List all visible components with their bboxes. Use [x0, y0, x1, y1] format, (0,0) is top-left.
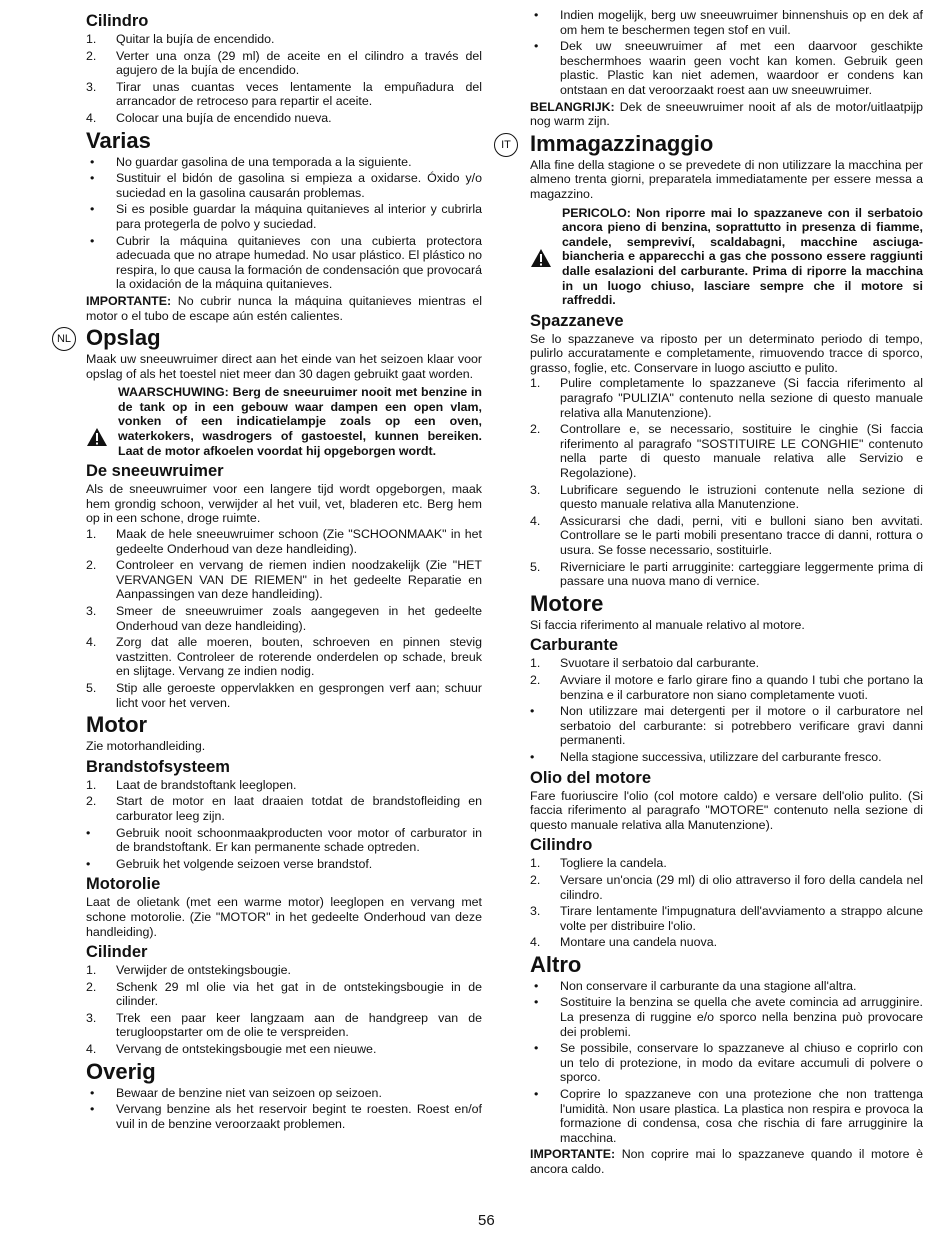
- opslag-heading: [56, 325, 482, 351]
- list-item: [530, 979, 923, 994]
- section-title-motor-nl: Motor: [86, 712, 148, 738]
- varias-important: IMPORTANTE: No cubrir nunca la máquina quitanieves mientras el motor o el tubo de escape aún estén calientes.: [86, 293, 482, 323]
- list-item-text: Togliere la candela.: [560, 856, 667, 871]
- list-marker: •: [90, 202, 95, 217]
- sneeuwruimer-list: [86, 527, 482, 710]
- list-item: [86, 1011, 482, 1040]
- list-item: [530, 39, 923, 97]
- list-item: [86, 527, 482, 556]
- cilindro-es-list: [86, 32, 482, 126]
- section-title-opslag: Opslag: [86, 325, 161, 351]
- opslag-warning-text: WAARSCHUWING: Berg de sneeuruimer nooit met benzine in de tank op in een gebouw waar dampen een open vlam, vonken of een indicatielampje zoals op een oven, waterkokers, wasdrogers of gastoestel, kunnen bereiken. Laat de motor afkoelen voordat hij opgeborgen wordt.: [118, 385, 482, 458]
- section-title-brandstof: Brandstofsysteem: [86, 757, 230, 776]
- list-item-text: Lubrificare seguendo le istruzioni contenute nella sezione di questo manuale relativa alla Manutenzione.: [560, 482, 923, 512]
- list-item-text: Coprire lo spazzaneve con una protezione che non trattenga l'umidità. Non usare plastica. La plastica non respira e provoca la formazione di condensa, cosa che rischia di fare arrugginire la macchina.: [560, 1087, 923, 1145]
- list-item-text: Zorg dat alle moeren, bouten, schroeven en pinnen stevig vastzitten. Controleer de roterende onderdelen op schade, breuk en slijtage. Vervang ze indien nodig.: [116, 635, 482, 679]
- cilinder-list: [86, 963, 482, 1057]
- list-item-text: Avviare il motore e farlo girare fino a quando I tubi che portano la benzina e il carburatore non siano completamente vuoti.: [560, 672, 923, 702]
- list-item: [530, 656, 923, 671]
- spazzaneve-intro: Se lo spazzaneve va riposto per un determinato periodo di tempo, pulirlo accuratamente e completamente, rimuovendo tracce di sporco, grasso, foglie, etc. Conservare in luogo asciutto e pulito.: [530, 331, 923, 375]
- list-marker: •: [530, 704, 535, 719]
- list-item: [530, 560, 923, 589]
- list-item-text: Gebruik het volgende seizoen verse brandstof.: [116, 856, 373, 871]
- altro-important: IMPORTANTE: Non coprire mai lo spazzaneve quando il motore è ancora caldo.: [530, 1147, 923, 1176]
- section-title-cilinder: Cilinder: [86, 943, 148, 962]
- nl-language-badge: NL: [52, 327, 76, 351]
- section-title-carburante: Carburante: [530, 636, 619, 655]
- list-item: [86, 32, 482, 47]
- list-marker: 3.: [530, 904, 541, 919]
- opslag-intro: Maak uw sneeuwruimer direct aan het einde van het seizoen klaar voor opslag of als het toestel niet meer dan 30 dagen gebruikt gaat worden.: [86, 352, 482, 381]
- section-title-varias: Varias: [86, 127, 151, 153]
- list-marker: •: [534, 978, 539, 993]
- list-marker: 2.: [86, 794, 97, 809]
- list-item-text: Tirare lentamente l'impugnatura dell'avviamento a strappo alcune volte per distribuire l'olio.: [560, 904, 923, 933]
- immagazzinaggio-heading: [501, 130, 923, 156]
- list-item-text: Se possibile, conservare lo spazzaneve al chiuso e coprirlo con un telo di protezione, in modo da evitare accumuli di polvere o sporco.: [560, 1041, 923, 1085]
- list-item: [86, 1102, 482, 1131]
- list-item-text: Gebruik nooit schoonmaakproducten voor motor of carburator in de brandstoftank. Er kan permanente schade optreden.: [116, 825, 482, 855]
- list-item: [86, 794, 482, 823]
- list-marker: •: [90, 154, 95, 169]
- list-item: [530, 935, 923, 950]
- list-item-text: Pulire completamente lo spazzaneve (Si faccia riferimento al paragrafo "PULIZIA" contenuto nella sezione di questo manuale relativa alla Manutenzione).: [560, 376, 923, 420]
- list-item-text: Vervang de ontstekingsbougie met een nieuwe.: [116, 1042, 377, 1057]
- list-item: [86, 826, 482, 855]
- list-marker: •: [534, 1041, 539, 1056]
- list-marker: 2.: [530, 872, 541, 887]
- list-marker: 4.: [530, 935, 541, 950]
- list-item: [530, 673, 923, 702]
- list-item: [86, 857, 482, 872]
- varias-list: [86, 155, 482, 292]
- list-item: [86, 778, 482, 793]
- list-marker: •: [534, 8, 539, 22]
- section-title-cilindro-it: Cilindro: [530, 836, 593, 855]
- list-marker: 3.: [86, 79, 97, 94]
- warning-triangle-icon: [86, 427, 108, 447]
- list-item-text: Non conservare il carburante da una stagione all'altra.: [560, 978, 857, 993]
- list-marker: •: [90, 171, 95, 186]
- list-item: [530, 750, 923, 765]
- list-marker: •: [534, 39, 539, 54]
- cilindro-it-list: [530, 856, 923, 950]
- list-marker: 1.: [530, 656, 541, 671]
- list-item: [530, 514, 923, 558]
- section-title-spazzaneve: Spazzaneve: [530, 311, 624, 330]
- immagazzinaggio-warning: [530, 206, 923, 308]
- list-marker: 1.: [86, 527, 97, 542]
- it-language-badge: IT: [494, 133, 518, 157]
- list-item: [530, 483, 923, 512]
- list-item-text: Controleer en vervang de riemen indien noodzakelijk (Zie "HET VERVANGEN VAN DE RIEMEN" in het gedeelte Reparatie en Aanpassingen van deze handleiding).: [116, 558, 482, 602]
- list-item-text: Bewaar de benzine niet van seizoen op seizoen.: [116, 1085, 382, 1100]
- motorolie-text: Laat de olietank (met een warme motor) leeglopen en vervang met schone motorolie. (Zie "MOTOR" in het gedeelte Onderhoud van deze handleiding).: [86, 895, 482, 939]
- list-marker: 4.: [86, 1042, 97, 1057]
- list-item-text: Dek uw sneeuwruimer af met een daarvoor geschikte beschermhoes waarin geen vocht kan komen. Gebruik geen plastic. Plastic kan niet ademen, waardoor er condens kan ontstaan en dat veroorzaakt roest aan uw sneeuwruimer.: [560, 39, 923, 97]
- list-item: [86, 1086, 482, 1101]
- overig-list: [86, 1086, 482, 1132]
- list-item: [530, 1041, 923, 1085]
- list-item: [530, 995, 923, 1039]
- list-item: [530, 856, 923, 871]
- list-item: [86, 558, 482, 602]
- list-marker: •: [90, 233, 95, 248]
- list-marker: 2.: [86, 558, 97, 573]
- list-marker: 2.: [86, 48, 97, 63]
- list-marker: 3.: [530, 482, 541, 497]
- section-title-sneeuwruimer: De sneeuwruimer: [86, 462, 224, 481]
- list-item-text: Schenk 29 ml olie via het gat in de ontstekingsbougie in de cilinder.: [116, 979, 482, 1009]
- right-column: [501, 8, 923, 1178]
- list-marker: 3.: [86, 1010, 97, 1025]
- section-title-overig: Overig: [86, 1058, 156, 1084]
- motor-nl-text: Zie motorhandleiding.: [86, 739, 206, 754]
- list-item: [86, 1042, 482, 1057]
- list-item-text: Tirar unas cuantas veces lentamente la empuñadura del arrancador de retroceso para repartir el aceite.: [116, 79, 482, 109]
- list-item-text: Trek een paar keer langzaam aan de handgreep van de terugloopstarter om de olie te verspreiden.: [116, 1010, 482, 1040]
- list-item: [530, 873, 923, 902]
- list-item-text: Smeer de sneeuwruimer zoals aangegeven in het gedeelte Onderhoud van deze handleiding).: [116, 604, 482, 633]
- spazzaneve-list: [530, 376, 923, 588]
- list-marker: 1.: [86, 963, 97, 978]
- list-item-text: Si es posible guardar la máquina quitanieves al interior y cubrirla para protegerla de polvo y suciedad.: [116, 202, 482, 231]
- motore-text: Si faccia riferimento al manuale relativo al motore.: [530, 617, 805, 632]
- list-item: [86, 963, 482, 978]
- list-item-text: No guardar gasolina de una temporada a la siguiente.: [116, 154, 412, 169]
- list-item-text: Maak de hele sneeuwruimer schoon (Zie "SCHOONMAAK" in het gedeelte Onderhoud van deze handleiding).: [116, 527, 482, 556]
- warning-triangle-icon: [530, 248, 552, 268]
- list-item: [86, 111, 482, 126]
- section-title-motore: Motore: [530, 590, 604, 616]
- list-item-text: Indien mogelijk, berg uw sneeuwruimer binnenshuis op en dek af om hem te beschermen tegen stof en vuil.: [560, 8, 923, 37]
- list-marker: 3.: [86, 604, 97, 618]
- opslag-warning: [86, 385, 482, 458]
- list-item: [530, 1087, 923, 1145]
- list-item: [86, 635, 482, 679]
- list-item-text: Sostituire la benzina se quella che avete comincia ad arrugginire. La presenza di ruggine e/o sporco nella benzina può provocare dei problemi.: [560, 995, 923, 1039]
- section-title-altro: Altro: [530, 951, 582, 977]
- section-title-immagazzinaggio: Immagazzinaggio: [530, 130, 714, 156]
- overig-cont-list: [530, 8, 923, 98]
- list-marker: 2.: [530, 422, 541, 437]
- list-item: [86, 171, 482, 200]
- list-item-text: Versare un'oncia (29 ml) di olio attraverso il foro della candela nel cilindro.: [560, 872, 923, 902]
- list-marker: •: [90, 1102, 95, 1117]
- list-marker: 5.: [530, 559, 541, 574]
- list-item: [530, 704, 923, 748]
- immagazzinaggio-intro: Alla fine della stagione o se prevedete di non utilizzare la macchina per almeno trenta giorni, preparatela immediatamente per essere messa a magazzino.: [530, 157, 923, 201]
- list-marker: 2.: [86, 979, 97, 994]
- sneeuwruimer-intro: Als de sneeuwruimer voor een langere tijd wordt opgeborgen, maak hem grondig schoon, verwijder al het vuil, vet, bladeren etc. Berg hem op in een schone, droge ruimte.: [86, 482, 482, 526]
- list-marker: 1.: [530, 856, 541, 871]
- page-number: 56: [478, 1212, 495, 1229]
- list-item: [86, 49, 482, 78]
- list-item: [86, 681, 482, 710]
- list-item-text: Laat de brandstoftank leeglopen.: [116, 777, 297, 792]
- list-item-text: Stip alle geroeste oppervlakken en gesprongen verf aan; schuur licht voor het verven.: [116, 680, 482, 710]
- carburante-list: [530, 656, 923, 764]
- list-item: [86, 604, 482, 633]
- list-item-text: Nella stagione successiva, utilizzare del carburante fresco.: [560, 749, 882, 764]
- list-item-text: Svuotare il serbatoio dal carburante.: [560, 656, 760, 671]
- list-item: [530, 376, 923, 420]
- list-marker: 4.: [86, 635, 97, 650]
- section-title-olio: Olio del motore: [530, 768, 652, 787]
- list-marker: •: [86, 856, 91, 871]
- list-marker: •: [530, 749, 535, 764]
- list-item-text: Controllare e, se necessario, sostituire le cinghie (Si faccia riferimento al paragrafo "SOSTITUIRE LE CONGHIE" contenuto nella parte di questo manuale relativa alle Servizio e Regolazione).: [560, 422, 923, 481]
- list-item: [86, 80, 482, 109]
- list-marker: •: [534, 995, 539, 1010]
- list-item-text: Start de motor en laat draaien totdat de brandstofleiding en carburator leeg zijn.: [116, 794, 482, 823]
- list-marker: •: [86, 825, 91, 840]
- brandstof-list: [86, 778, 482, 872]
- list-item: [86, 234, 482, 292]
- list-marker: •: [90, 1085, 95, 1100]
- list-marker: 1.: [86, 32, 97, 46]
- list-item-text: Colocar una bujía de encendido nueva.: [116, 110, 332, 125]
- altro-list: [530, 979, 923, 1146]
- list-item-text: Assicurarsi che dadi, perni, viti e bulloni siano ben avvitati. Controllare se le parti mobili presentano tracce di danni, rottura o usura. Se fosse necessario, sostituirle.: [560, 513, 923, 557]
- list-item-text: Riverniciare le parti arrugginite: carteggiare leggermente prima di passare una nuova mano di vernice.: [560, 559, 923, 589]
- list-marker: 4.: [86, 110, 97, 125]
- list-marker: •: [534, 1087, 539, 1102]
- section-title-cilindro-es: Cilindro: [86, 12, 149, 30]
- list-item-text: Montare una candela nuova.: [560, 935, 718, 950]
- left-column: [56, 8, 482, 1133]
- list-item-text: Sustituir el bidón de gasolina si empieza a oxidarse. Óxido y/o suciedad en la gasolina causarán problemas.: [116, 171, 482, 200]
- list-item: [530, 422, 923, 480]
- list-item-text: Vervang benzine als het reservoir begint te roesten. Roest en/of vuil in de benzine veroorzaakt problemen.: [116, 1102, 482, 1131]
- list-item: [530, 904, 923, 933]
- list-marker: 1.: [86, 777, 97, 792]
- list-item: [86, 155, 482, 170]
- section-title-motorolie: Motorolie: [86, 875, 161, 894]
- olio-text: Fare fuoriuscire l'olio (col motore caldo) e versare dell'olio pulito. (Si faccia riferimento al paragrafo "MOTORE" contenuto nella sezione di questo manuale relativa alla Manutenzione).: [530, 788, 923, 832]
- list-marker: 4.: [530, 513, 541, 528]
- list-item-text: Verter una onza (29 ml) de aceite en el cilindro a través del agujero de la bujía de encendido.: [116, 48, 482, 78]
- belangrijk-note: BELANGRIJK: Dek de sneeuwruimer nooit af als de motor/uitlaatpijp nog warm zijn.: [530, 99, 923, 129]
- list-marker: 2.: [530, 672, 541, 687]
- immagazzinaggio-warning-text: PERICOLO: Non riporre mai lo spazzaneve con il serbatoio ancora pieno di benzina, soprattutto in presenza di fiamme, candele, sempreviví, scaldabagni, macchine asciuga-biancheria e apparecchi a gas che possono essere raggiunti dalle esalazioni del carburante. Prima di riporre la macchina in un luogo chiuso, lasciare sempre che il motore si raffreddi.: [562, 205, 923, 308]
- list-item-text: Verwijder de ontstekingsbougie.: [116, 963, 291, 978]
- list-item: [86, 202, 482, 231]
- list-item: [86, 980, 482, 1009]
- list-item-text: Cubrir la máquina quitanieves con una cubierta protectora adecuada que no atrape humedad. No usar plástico. El plástico no respira, lo que causa la formación de condensación que provocará la oxidación de la máquina quitanieves.: [116, 233, 482, 292]
- list-marker: 1.: [530, 376, 541, 391]
- list-item-text: Quitar la bujía de encendido.: [116, 32, 275, 46]
- list-marker: 5.: [86, 680, 97, 695]
- list-item: [530, 8, 923, 37]
- list-item-text: Non utilizzare mai detergenti per il motore o il carburatore nel serbatoio del carburante: si potrebbero verificare gravi danni permanenti.: [560, 704, 923, 748]
